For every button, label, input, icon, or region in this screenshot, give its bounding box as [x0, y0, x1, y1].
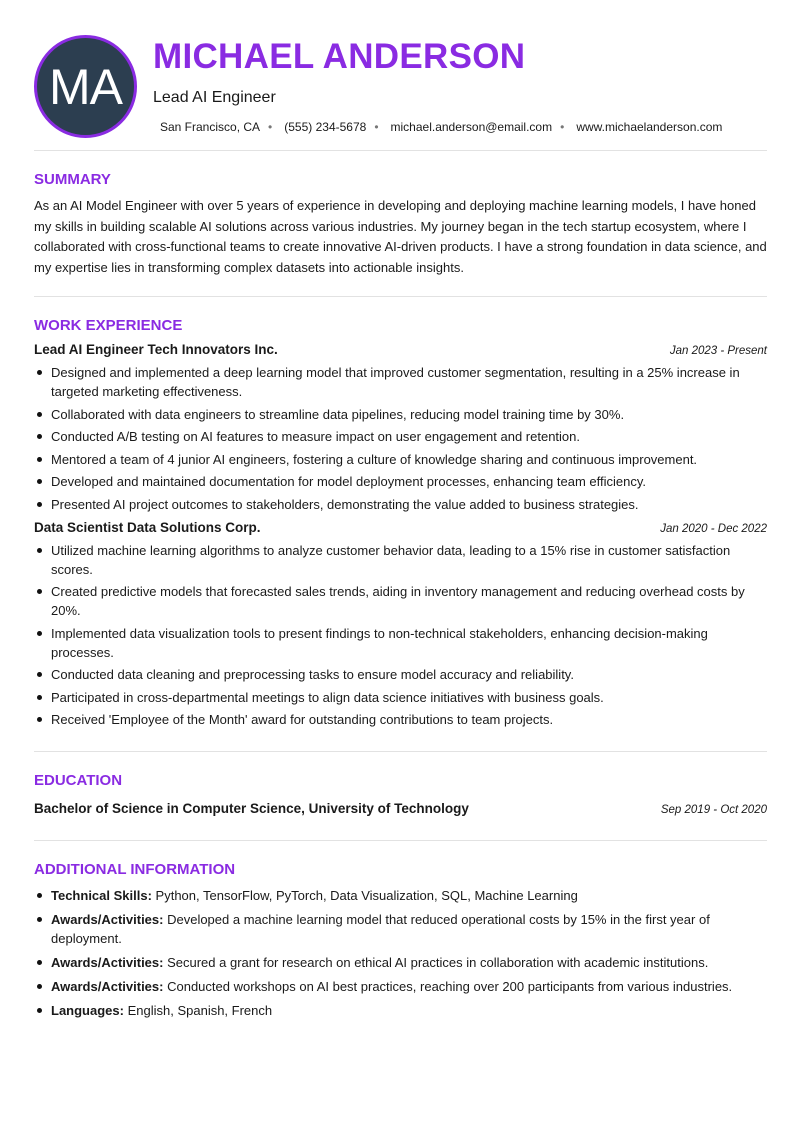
contact-info [160, 120, 722, 134]
summary-text: As an AI Model Engineer with over 5 years of experience in developing and deploying machine learning models, I have honed my skills in building scalable AI solutions across various industries. My journey began in the tech startup ecosystem, where I collaborated with cross-functional teams to create innovative AI-driven products. I have a strong foundation in data science, and my expertise lies in transforming complex datasets into actionable insights. [34, 198, 767, 275]
additional-heading: ADDITIONAL INFORMATION [34, 860, 236, 878]
job-bullet: Developed and maintained documentation for model deployment processes, enhancing team efficiency. [34, 472, 767, 491]
contact-phone: (555) 234-5678 [284, 120, 367, 134]
avatar [34, 35, 137, 138]
item-label: Awards/Activities: [51, 978, 164, 994]
job-bullet: Received 'Employee of the Month' award for outstanding contributions to team projects. [34, 710, 767, 729]
item-text: Python, TensorFlow, PyTorch, Data Visualization, SQL, Machine Learning [155, 887, 578, 903]
job-bullet: Utilized machine learning algorithms to analyze customer behavior data, leading to a 15% rise in customer satisfaction scores. [34, 541, 767, 579]
job-title: Data Scientist Data Solutions Corp. [34, 519, 261, 535]
additional-section [34, 861, 767, 1043]
item-label: Awards/Activities: [51, 911, 164, 927]
experience-section [34, 317, 767, 751]
additional-item [34, 1001, 767, 1020]
job-title: Lead AI Engineer Tech Innovators Inc. [34, 342, 278, 357]
avatar-initials: MA [49, 58, 122, 115]
divider [34, 296, 767, 297]
job-bullet: Presented AI project outcomes to stakeholders, demonstrating the value added to business strategies. [34, 495, 767, 514]
contact-email[interactable]: michael.anderson@email.com [390, 120, 553, 134]
experience-heading: WORK EXPERIENCE [34, 317, 183, 334]
additional-item [34, 977, 767, 996]
job-bullet: Conducted data cleaning and preprocessing tasks to ensure model accuracy and reliability. [34, 665, 767, 684]
item-text: Secured a grant for research on ethical AI practices in collaboration with academic institutions. [167, 954, 709, 970]
divider [34, 150, 767, 151]
job-date: Jan 2020 - Dec 2022 [660, 522, 767, 535]
summary-section [34, 171, 767, 296]
job-bullet: Mentored a team of 4 junior AI engineers, fostering a culture of knowledge sharing and continuous improvement. [34, 450, 767, 469]
candidate-title: Lead AI Engineer [153, 89, 276, 106]
job-bullet: Implemented data visualization tools to present findings to non-technical stakeholders, enhancing decision-making processes. [34, 624, 767, 662]
item-label: Languages: [51, 1002, 124, 1018]
job-bullet: Designed and implemented a deep learning model that improved customer segmentation, resulting in a 25% increase in targeted marketing effectiveness. [34, 363, 767, 401]
item-text: English, Spanish, French [127, 1002, 273, 1018]
candidate-name: MICHAEL ANDERSON [153, 37, 526, 76]
divider [34, 840, 767, 841]
job-bullet: Collaborated with data engineers to streamline data pipelines, reducing model training time by 30%. [34, 405, 767, 424]
degree: Bachelor of Science in Computer Science, University of Technology [34, 800, 469, 816]
job-entry [34, 342, 767, 514]
job-date: Jan 2023 - Present [669, 345, 767, 357]
item-label: Technical Skills: [51, 887, 152, 903]
summary-heading: SUMMARY [34, 171, 111, 188]
separator-dot: • [268, 120, 273, 134]
item-label: Awards/Activities: [51, 954, 164, 970]
contact-website[interactable]: www.michaelanderson.com [576, 120, 723, 134]
item-text: Developed a machine learning model that reduced operational costs by 15% in the first year of deployment. [51, 911, 710, 946]
job-bullet: Participated in cross-departmental meetings to align data science initiatives with business goals. [34, 688, 767, 707]
job-bullet: Created predictive models that forecasted sales trends, aiding in inventory management and reducing overhead costs by 20%. [34, 582, 767, 620]
job-bullet: Conducted A/B testing on AI features to measure impact on user engagement and retention. [34, 427, 767, 446]
separator-dot: • [560, 120, 565, 134]
item-text: Conducted workshops on AI best practices, reaching over 200 participants from various industries. [167, 978, 733, 994]
additional-item [34, 953, 767, 972]
additional-item [34, 910, 767, 948]
contact-location: San Francisco, CA [160, 120, 261, 134]
education-heading: EDUCATION [34, 771, 123, 789]
divider [34, 751, 767, 752]
job-entry [34, 520, 767, 730]
separator-dot: • [374, 120, 379, 134]
additional-item [34, 886, 767, 905]
education-section [34, 772, 767, 840]
education-date: Sep 2019 - Oct 2020 [660, 803, 767, 816]
